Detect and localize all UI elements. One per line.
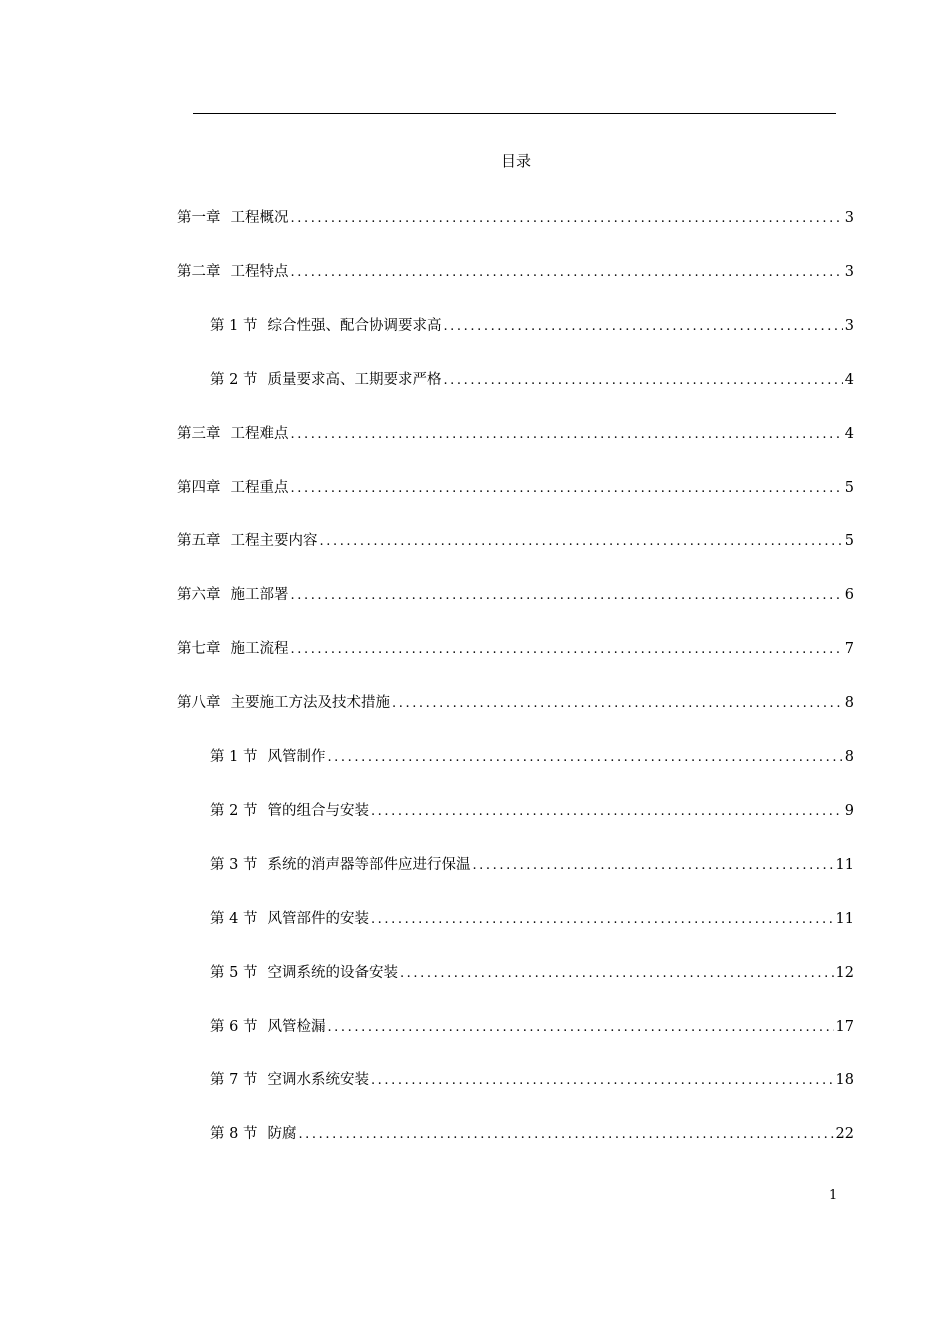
toc-entry-number: 第 1 节 xyxy=(210,749,258,765)
toc-entry-number: 第一章 xyxy=(177,210,221,226)
toc-entry-number: 第二章 xyxy=(177,263,221,280)
toc-entry-text: 风管部件的安装 xyxy=(267,910,369,927)
toc-entry-number: 第 6 节 xyxy=(210,1018,258,1035)
toc-leader-dots xyxy=(291,265,843,280)
toc-entry-page: 8 xyxy=(844,749,854,765)
toc-entry-text: 工程概况 xyxy=(230,210,289,226)
toc-entry-number: 第 2 节 xyxy=(210,802,258,819)
toc-leader-dots xyxy=(291,588,843,603)
toc-entry[interactable] xyxy=(177,260,854,281)
toc-entry[interactable] xyxy=(177,583,854,604)
toc-leader-dots xyxy=(392,696,843,711)
toc-entry-text: 防腐 xyxy=(267,1126,297,1143)
toc-entry-page: 18 xyxy=(835,1072,854,1089)
toc-leader-dots xyxy=(371,912,834,927)
toc-entry-page: 8 xyxy=(844,695,854,712)
toc-entry[interactable] xyxy=(177,422,854,443)
toc-leader-dots xyxy=(443,319,842,334)
toc-entry-page: 4 xyxy=(844,371,854,388)
toc-entry[interactable] xyxy=(177,476,854,497)
toc-entry-text: 风管检漏 xyxy=(267,1018,326,1035)
toc-entry[interactable] xyxy=(177,206,854,227)
toc-leader-dots xyxy=(443,373,842,388)
toc-entry[interactable] xyxy=(177,691,854,712)
toc-entry-text: 工程主要内容 xyxy=(230,533,318,550)
toc-entry-text: 综合性强、配合协调要求高 xyxy=(267,317,442,334)
toc-entry-number: 第 4 节 xyxy=(210,910,258,927)
page-number: 1 xyxy=(829,1188,838,1203)
toc-entry[interactable] xyxy=(210,1068,854,1089)
toc-entry-page: 22 xyxy=(835,1126,854,1143)
toc-leader-dots xyxy=(472,858,833,873)
toc-leader-dots xyxy=(400,966,834,981)
toc-entry-text: 工程特点 xyxy=(230,263,289,280)
toc-entry[interactable] xyxy=(210,1015,854,1036)
toc-entry[interactable] xyxy=(210,314,854,335)
toc-entry[interactable] xyxy=(210,368,854,389)
toc-entry-page: 4 xyxy=(844,425,854,442)
toc-entry-text: 施工流程 xyxy=(230,641,289,658)
toc-entry[interactable] xyxy=(177,529,854,550)
toc-entry-page: 5 xyxy=(844,533,854,550)
toc-entry-text: 管的组合与安装 xyxy=(267,802,369,819)
toc-entry[interactable] xyxy=(210,1122,854,1143)
toc-entry-page: 17 xyxy=(835,1018,854,1035)
toc-entry-page: 3 xyxy=(844,210,854,226)
toc-leader-dots xyxy=(371,804,843,819)
toc-entry-page: 11 xyxy=(835,910,854,927)
toc-entry-text: 系统的消声器等部件应进行保温 xyxy=(267,856,471,873)
toc-entry-number: 第八章 xyxy=(177,695,221,712)
toc-entry-text: 工程重点 xyxy=(230,479,289,496)
header-rule xyxy=(193,113,836,114)
toc-entry-text: 空调水系统安装 xyxy=(267,1072,369,1089)
toc-entry[interactable] xyxy=(210,745,854,766)
toc-entry[interactable] xyxy=(210,853,854,874)
toc-entry[interactable] xyxy=(177,637,854,658)
toc-entry-number: 第 5 节 xyxy=(210,964,258,981)
toc-entry-number: 第 2 节 xyxy=(210,371,258,388)
toc-entry-number: 第四章 xyxy=(177,479,221,496)
toc-entry-page: 6 xyxy=(844,587,854,604)
toc-entry-page: 9 xyxy=(844,802,854,819)
toc-entry-number: 第 1 节 xyxy=(210,317,258,334)
toc-entry-text: 主要施工方法及技术措施 xyxy=(230,695,390,712)
toc-leader-dots xyxy=(291,481,843,496)
toc-leader-dots xyxy=(291,427,843,442)
toc-entry-page: 5 xyxy=(844,479,854,496)
toc-entry[interactable] xyxy=(210,961,854,982)
toc-entry-page: 7 xyxy=(844,641,854,658)
toc-entry-number: 第三章 xyxy=(177,425,221,442)
toc-leader-dots xyxy=(327,1020,833,1035)
toc-leader-dots xyxy=(291,642,843,657)
toc-entry-number: 第 8 节 xyxy=(210,1126,258,1143)
toc-entry-page: 12 xyxy=(835,964,854,981)
toc-entry-text: 风管制作 xyxy=(267,749,326,765)
toc-leader-dots xyxy=(371,1073,834,1088)
toc-entry-page: 3 xyxy=(844,317,854,334)
toc-entry-number: 第七章 xyxy=(177,641,221,658)
toc-entry-number: 第五章 xyxy=(177,533,221,550)
toc-entry-number: 第 7 节 xyxy=(210,1072,258,1089)
toc-entry-number: 第六章 xyxy=(177,587,221,604)
toc-entry-page: 11 xyxy=(835,856,854,873)
toc-entry-text: 质量要求高、工期要求严格 xyxy=(267,371,442,388)
toc-entry-text: 施工部署 xyxy=(230,587,289,604)
toc-entry[interactable] xyxy=(210,799,854,820)
toc-leader-dots xyxy=(298,1127,833,1142)
toc-entry-text: 空调系统的设备安装 xyxy=(267,964,398,981)
toc-title: 目录 xyxy=(500,152,531,170)
toc-entry-number: 第 3 节 xyxy=(210,856,258,873)
toc-entry-page: 3 xyxy=(844,263,854,280)
toc-leader-dots xyxy=(327,750,842,765)
toc-leader-dots xyxy=(291,211,843,226)
toc-entry-text: 工程难点 xyxy=(230,425,289,442)
toc-leader-dots xyxy=(320,534,843,549)
toc-entry[interactable] xyxy=(210,907,854,928)
